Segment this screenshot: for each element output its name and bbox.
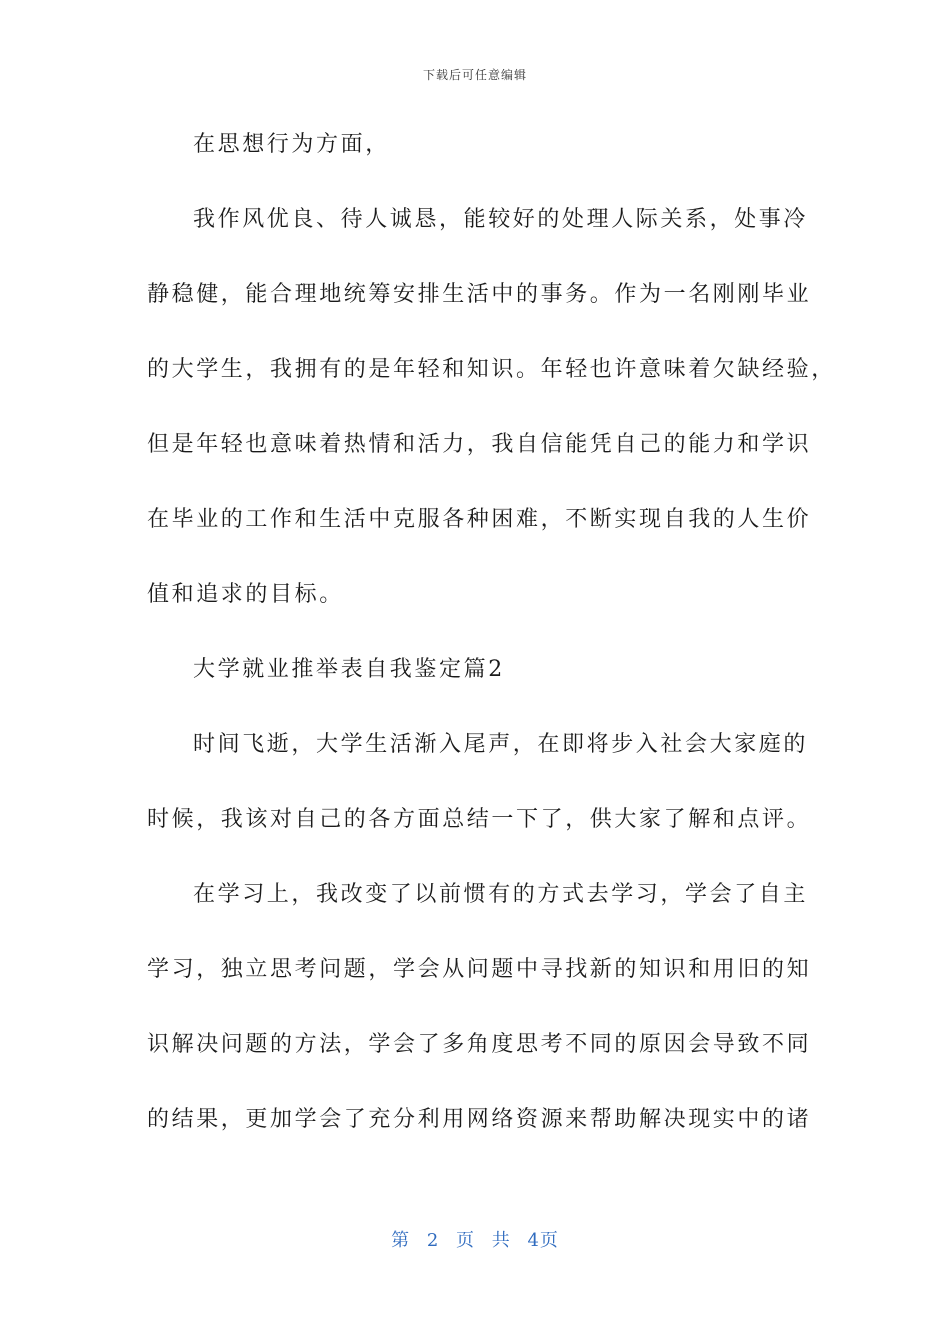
paragraph-line: 的结果，更加学会了充分利用网络资源来帮助解决现实中的诸 <box>147 1107 812 1132</box>
paragraph-line: 在毕业的工作和生活中克服各种困难，不断实现自我的人生价 <box>147 507 812 532</box>
page-footer <box>0 1226 950 1252</box>
paragraph-line: 值和追求的目标。 <box>147 582 344 607</box>
header-note: 下载后可任意编辑 <box>422 68 527 82</box>
footer-ye: 页 <box>456 1230 475 1251</box>
footer-gong: 共 <box>491 1230 511 1251</box>
footer-page-number: 2 <box>426 1230 440 1251</box>
footer-total-pages: 4页 <box>527 1230 559 1251</box>
paragraph-line: 我作风优良、待人诚恳，能较好的处理人际关系，处事冷 <box>193 207 809 232</box>
paragraph-line: 在思想行为方面， <box>193 132 390 157</box>
paragraph-line: 识解决问题的方法，学会了多角度思考不同的原因会导致不同 <box>147 1032 812 1057</box>
section-heading: 大学就业推举表自我鉴定篇2 <box>193 657 505 682</box>
paragraph-line: 的大学生，我拥有的是年轻和知识。年轻也许意味着欠缺经验， <box>147 357 836 382</box>
paragraph-line: 时间飞逝，大学生活渐入尾声，在即将步入社会大家庭的 <box>193 732 809 757</box>
footer-di: 第 <box>391 1230 411 1251</box>
paragraph-line: 在学习上，我改变了以前惯有的方式去学习，学会了自主 <box>193 882 809 907</box>
paragraph-line: 时候，我该对自己的各方面总结一下了，供大家了解和点评。 <box>147 807 812 832</box>
paragraph-line: 静稳健，能合理地统筹安排生活中的事务。作为一名刚刚毕业 <box>147 282 812 307</box>
paragraph-line: 学习，独立思考问题，学会从问题中寻找新的知识和用旧的知 <box>147 957 812 982</box>
paragraph-line: 但是年轻也意味着热情和活力，我自信能凭自己的能力和学识 <box>147 432 812 457</box>
